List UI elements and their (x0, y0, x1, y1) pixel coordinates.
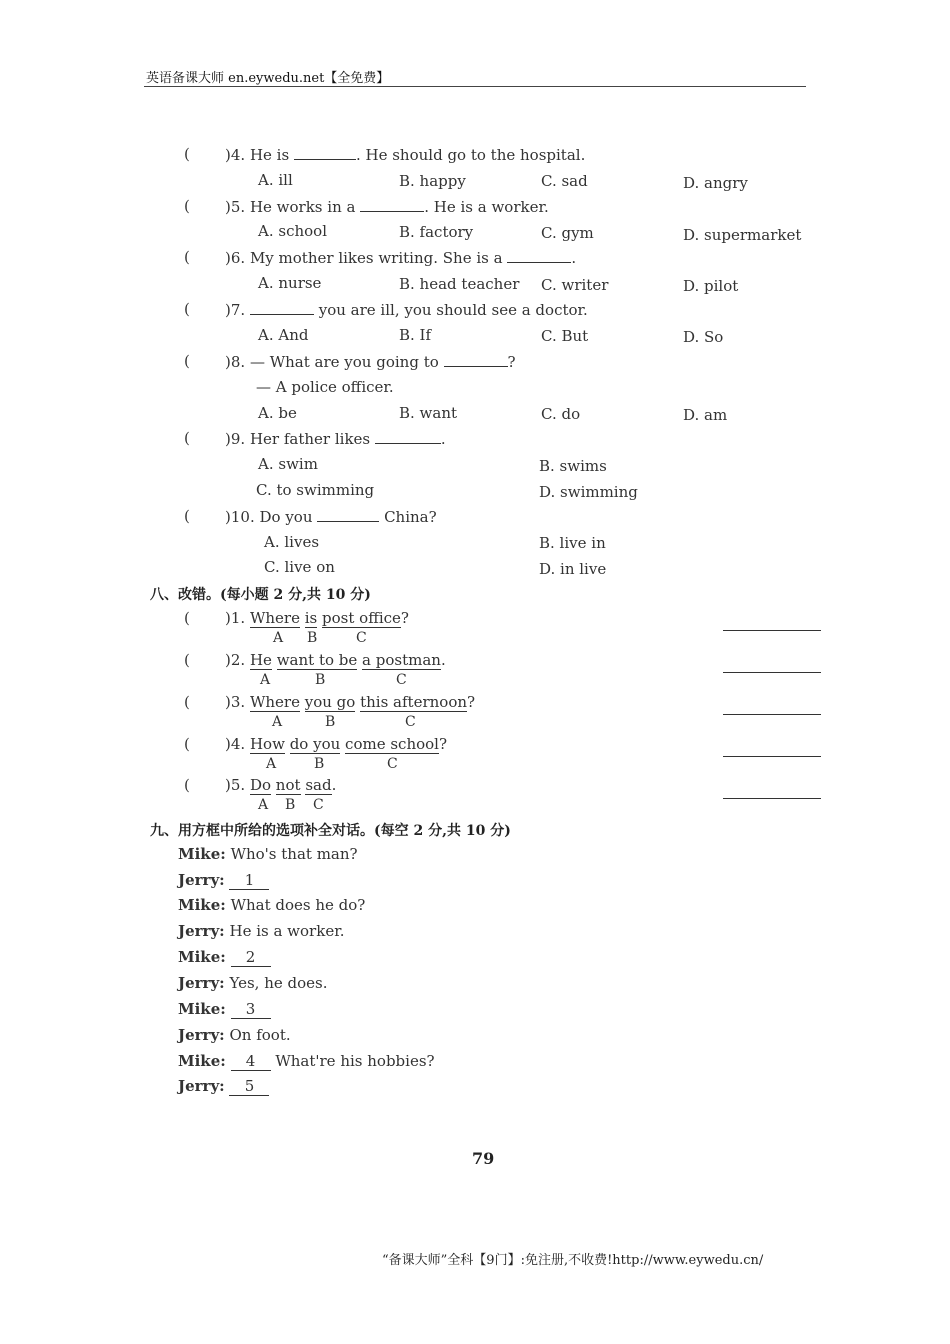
dialogue-line (178, 871, 269, 890)
stem-rest: China? (384, 508, 437, 526)
part-b: you go (304, 693, 356, 711)
section-8-title: 八、改错。(每小题 2 分,共 10 分) (150, 587, 371, 603)
answer-paren: ( (184, 145, 190, 163)
label-c: C (396, 672, 407, 688)
option-c: C. writer (541, 276, 609, 294)
part-a: Where (249, 693, 300, 711)
dialogue-line (178, 974, 327, 992)
speaker-label: Mike: (178, 845, 226, 863)
option-a: A. nurse (258, 274, 322, 292)
option-c: C. gym (541, 224, 594, 242)
answer-blank (375, 429, 441, 444)
part-c: this afternoon (360, 693, 468, 711)
question-stem (225, 352, 516, 371)
answer-paren: ( (184, 352, 190, 370)
option-c: C. to swimming (256, 481, 375, 499)
question-number: )1. (225, 609, 246, 627)
option-a: A. swim (258, 455, 318, 473)
part-c: a postman (362, 651, 441, 669)
correction-line (723, 672, 821, 673)
speaker-label: Mike: (178, 948, 226, 966)
dialogue-line (178, 896, 365, 914)
stem-rest: ? (507, 353, 516, 371)
reply-text: — A police officer. (256, 378, 394, 396)
part-c: post office (322, 609, 401, 627)
option-c: C. sad (541, 172, 588, 190)
dialogue-blank: 5 (229, 1077, 269, 1096)
option-a: A. And (258, 326, 309, 344)
answer-paren: ( (184, 735, 190, 753)
correction-line (723, 798, 821, 799)
option-d: D. in live (539, 560, 607, 578)
dialogue-text: Yes, he does. (229, 974, 328, 992)
answer-paren: ( (184, 197, 190, 215)
stem-text: My mother likes writing. She is a (249, 249, 503, 267)
label-b: B (314, 756, 325, 772)
question-stem (225, 507, 437, 526)
option-c: C. do (541, 405, 581, 423)
question-stem (225, 248, 576, 267)
answer-paren: ( (184, 693, 190, 711)
question-number: )5. (225, 198, 246, 216)
error-sentence (225, 609, 409, 627)
option-d: D. angry (683, 174, 748, 192)
option-b: B. head teacher (399, 275, 520, 293)
dialogue-blank: 1 (229, 871, 269, 890)
answer-blank (294, 145, 356, 160)
label-b: B (307, 630, 318, 646)
part-b: not (275, 776, 301, 794)
error-sentence (225, 735, 447, 753)
correction-line (723, 630, 821, 631)
label-c: C (387, 756, 398, 772)
question-number: )5. (225, 776, 246, 794)
answer-paren: ( (184, 609, 190, 627)
answer-blank (507, 248, 571, 263)
question-number: )7. (225, 301, 246, 319)
option-c: C. live on (264, 558, 335, 576)
speaker-label: Mike: (178, 1052, 226, 1070)
question-number: )6. (225, 249, 246, 267)
dialogue-blank: 2 (231, 948, 271, 967)
stem-text: Her father likes (249, 430, 371, 448)
option-d: D. pilot (683, 277, 739, 295)
dialogue-text: Who's that man? (230, 845, 358, 863)
footer-text: “备课大师”全科【9门】:免注册,不收费!http://www.eywedu.cn/ (382, 1253, 764, 1268)
dialogue-line (178, 1077, 269, 1096)
option-d: D. supermarket (683, 226, 802, 244)
option-b: B. happy (399, 172, 466, 190)
option-b: B. want (399, 404, 458, 422)
option-b: B. swims (539, 457, 607, 475)
option-a: A. ill (258, 171, 293, 189)
error-sentence (225, 651, 446, 669)
speaker-label: Jerry: (178, 1077, 225, 1095)
label-a: A (266, 756, 277, 772)
question-number: )3. (225, 693, 246, 711)
label-c: C (405, 714, 416, 730)
question-number: )9. (225, 430, 246, 448)
question-stem (225, 300, 588, 319)
stem-rest: . (440, 430, 446, 448)
page-number: 79 (472, 1149, 495, 1168)
option-d: D. So (683, 328, 724, 346)
dialogue-text: What does he do? (230, 896, 366, 914)
speaker-label: Jerry: (178, 1026, 225, 1044)
dialogue-line (178, 1026, 291, 1044)
answer-paren: ( (184, 776, 190, 794)
section-9-title: 九、用方框中所给的选项补全对话。(每空 2 分,共 10 分) (150, 823, 511, 839)
speaker-label: Mike: (178, 1000, 226, 1018)
option-b: B. factory (399, 223, 474, 241)
header-rule (144, 86, 806, 87)
label-a: A (272, 714, 283, 730)
stem-text: Do you (259, 508, 313, 526)
sentence-end: . (440, 651, 446, 669)
answer-blank (360, 197, 424, 212)
option-d: D. am (683, 406, 728, 424)
answer-blank (444, 352, 508, 367)
label-a: A (260, 672, 271, 688)
option-d: D. swimming (539, 483, 638, 501)
error-sentence (225, 776, 336, 794)
label-a: A (258, 797, 269, 813)
label-c: C (356, 630, 367, 646)
sentence-end: . (331, 776, 337, 794)
answer-paren: ( (184, 248, 190, 266)
dialogue-line (178, 948, 271, 967)
part-a: Do (249, 776, 272, 794)
option-a: A. be (258, 404, 297, 422)
sentence-end: ? (438, 735, 448, 753)
part-b: is (304, 609, 318, 627)
speaker-label: Jerry: (178, 974, 225, 992)
sentence-end: ? (467, 693, 476, 711)
sentence-end: ? (400, 609, 409, 627)
stem-rest: . He is a worker. (424, 198, 549, 216)
speaker-label: Mike: (178, 896, 226, 914)
option-a: A. lives (264, 533, 320, 551)
stem-rest: . He should go to the hospital. (355, 146, 586, 164)
correction-line (723, 756, 821, 757)
error-sentence (225, 693, 475, 711)
speaker-label: Jerry: (178, 871, 225, 889)
answer-paren: ( (184, 651, 190, 669)
label-b: B (285, 797, 296, 813)
dialogue-text: He is a worker. (229, 922, 345, 940)
dialogue-text: What're his hobbies? (275, 1052, 435, 1070)
question-number: )4. (225, 735, 246, 753)
answer-blank (250, 300, 314, 315)
header-text: 英语备课大师 en.eywedu.net【全免费】 (146, 71, 390, 86)
label-b: B (325, 714, 336, 730)
label-b: B (315, 672, 326, 688)
dialogue-blank: 3 (231, 1000, 271, 1019)
question-number: )2. (225, 651, 246, 669)
stem-text: — What are you going to (249, 353, 439, 371)
option-b: B. live in (539, 534, 606, 552)
stem-rest: you are ill, you should see a doctor. (318, 301, 588, 319)
option-a: A. school (258, 222, 327, 240)
dialogue-line (178, 922, 344, 940)
question-stem (225, 429, 446, 448)
label-a: A (273, 630, 284, 646)
label-c: C (313, 797, 324, 813)
dialogue-text: On foot. (229, 1026, 291, 1044)
stem-text: He works in a (249, 198, 356, 216)
answer-paren: ( (184, 300, 190, 318)
answer-blank (317, 507, 379, 522)
stem-rest: . (571, 249, 577, 267)
question-stem (225, 145, 585, 164)
dialogue-line (178, 1000, 271, 1019)
part-c: come school (345, 735, 439, 753)
part-a: Where (249, 609, 300, 627)
answer-paren: ( (184, 507, 190, 525)
dialogue-line (178, 845, 358, 863)
question-number: )4. (225, 146, 246, 164)
question-stem (225, 197, 549, 216)
dialogue-line (178, 1052, 435, 1071)
part-a: How (249, 735, 285, 753)
option-c: C. But (541, 327, 589, 345)
part-b: want to be (276, 651, 358, 669)
question-number: )8. (225, 353, 246, 371)
part-b: do you (289, 735, 341, 753)
question-number: )10. (225, 508, 255, 526)
part-c: sad (305, 776, 332, 794)
correction-line (723, 714, 821, 715)
answer-paren: ( (184, 429, 190, 447)
speaker-label: Jerry: (178, 922, 225, 940)
option-b: B. If (399, 326, 432, 344)
dialogue-blank: 4 (231, 1052, 271, 1071)
stem-text: He is (249, 146, 290, 164)
part-a: He (249, 651, 272, 669)
